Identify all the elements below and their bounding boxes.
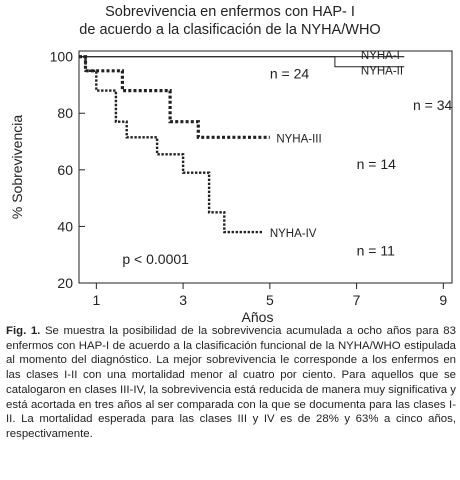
plot-frame <box>79 51 452 283</box>
caption-text: Se muestra la posibilidad de la sobrevivencia acumulada a ocho años para 83 enfermos con HAP-I de acuerdo a la clasificación funcional de la NYHA/WHO estipulada al momento del diagnóstico. La mejor sobrevivencia le corresponde a los enfermos en las clases I-II con una mortalidad menor al cuatro por ciento. Para aquellos que se catalogaron en clases III-IV, la sobrevivencia está reducida de manera muy significativa y está acortada en tres años al ser comparada con la que se documenta para las clases I-II. La mortalidad esperada para las clases III y IV es de 28% y 63% a cinco años, respectivamente. <box>6 325 456 440</box>
y-tick-label: 40 <box>57 218 73 235</box>
series-line-nyha-iii <box>79 57 270 138</box>
y-tick-label: 80 <box>57 105 73 122</box>
x-tick-label: 7 <box>352 292 361 308</box>
annotation-n-34: n = 34 <box>412 96 453 113</box>
chart-title-line-1: Sobrevivencia en enfermos con HAP- I <box>105 4 355 20</box>
x-tick-label: 3 <box>179 292 187 308</box>
series-line-nyha-ii <box>79 57 404 67</box>
annotation-n-11: n = 11 <box>356 242 395 259</box>
y-axis-label: % Sobrevivencia <box>9 114 25 220</box>
annotation-n-14: n = 14 <box>356 156 396 173</box>
annotation-nyha-iv: NYHA-IV <box>269 228 317 241</box>
annotation-nyha-ii: NYHA-II <box>360 65 404 78</box>
annotation-nyha-iii: NYHA-III <box>276 133 322 146</box>
annotation-nyha-i: NYHA-I <box>360 49 400 62</box>
caption-label: Fig. 1. <box>6 325 41 337</box>
x-tick-label: 5 <box>265 292 274 308</box>
figure-caption <box>6 324 456 442</box>
series-line-nyha-iv <box>79 57 263 232</box>
x-tick-label: 9 <box>439 292 448 308</box>
y-tick-label: 60 <box>57 161 73 178</box>
annotation-n-24: n = 24 <box>269 65 310 82</box>
chart-title-line-2: de acuerdo a la clasificación de la NYHA/WHO <box>79 22 381 38</box>
x-tick-label: 1 <box>92 292 101 308</box>
annotation-p-0-0001: p < 0.0001 <box>122 250 189 267</box>
x-axis-label: Años <box>241 309 274 325</box>
y-tick-label: 20 <box>57 275 73 291</box>
y-tick-label: 100 <box>49 48 73 65</box>
